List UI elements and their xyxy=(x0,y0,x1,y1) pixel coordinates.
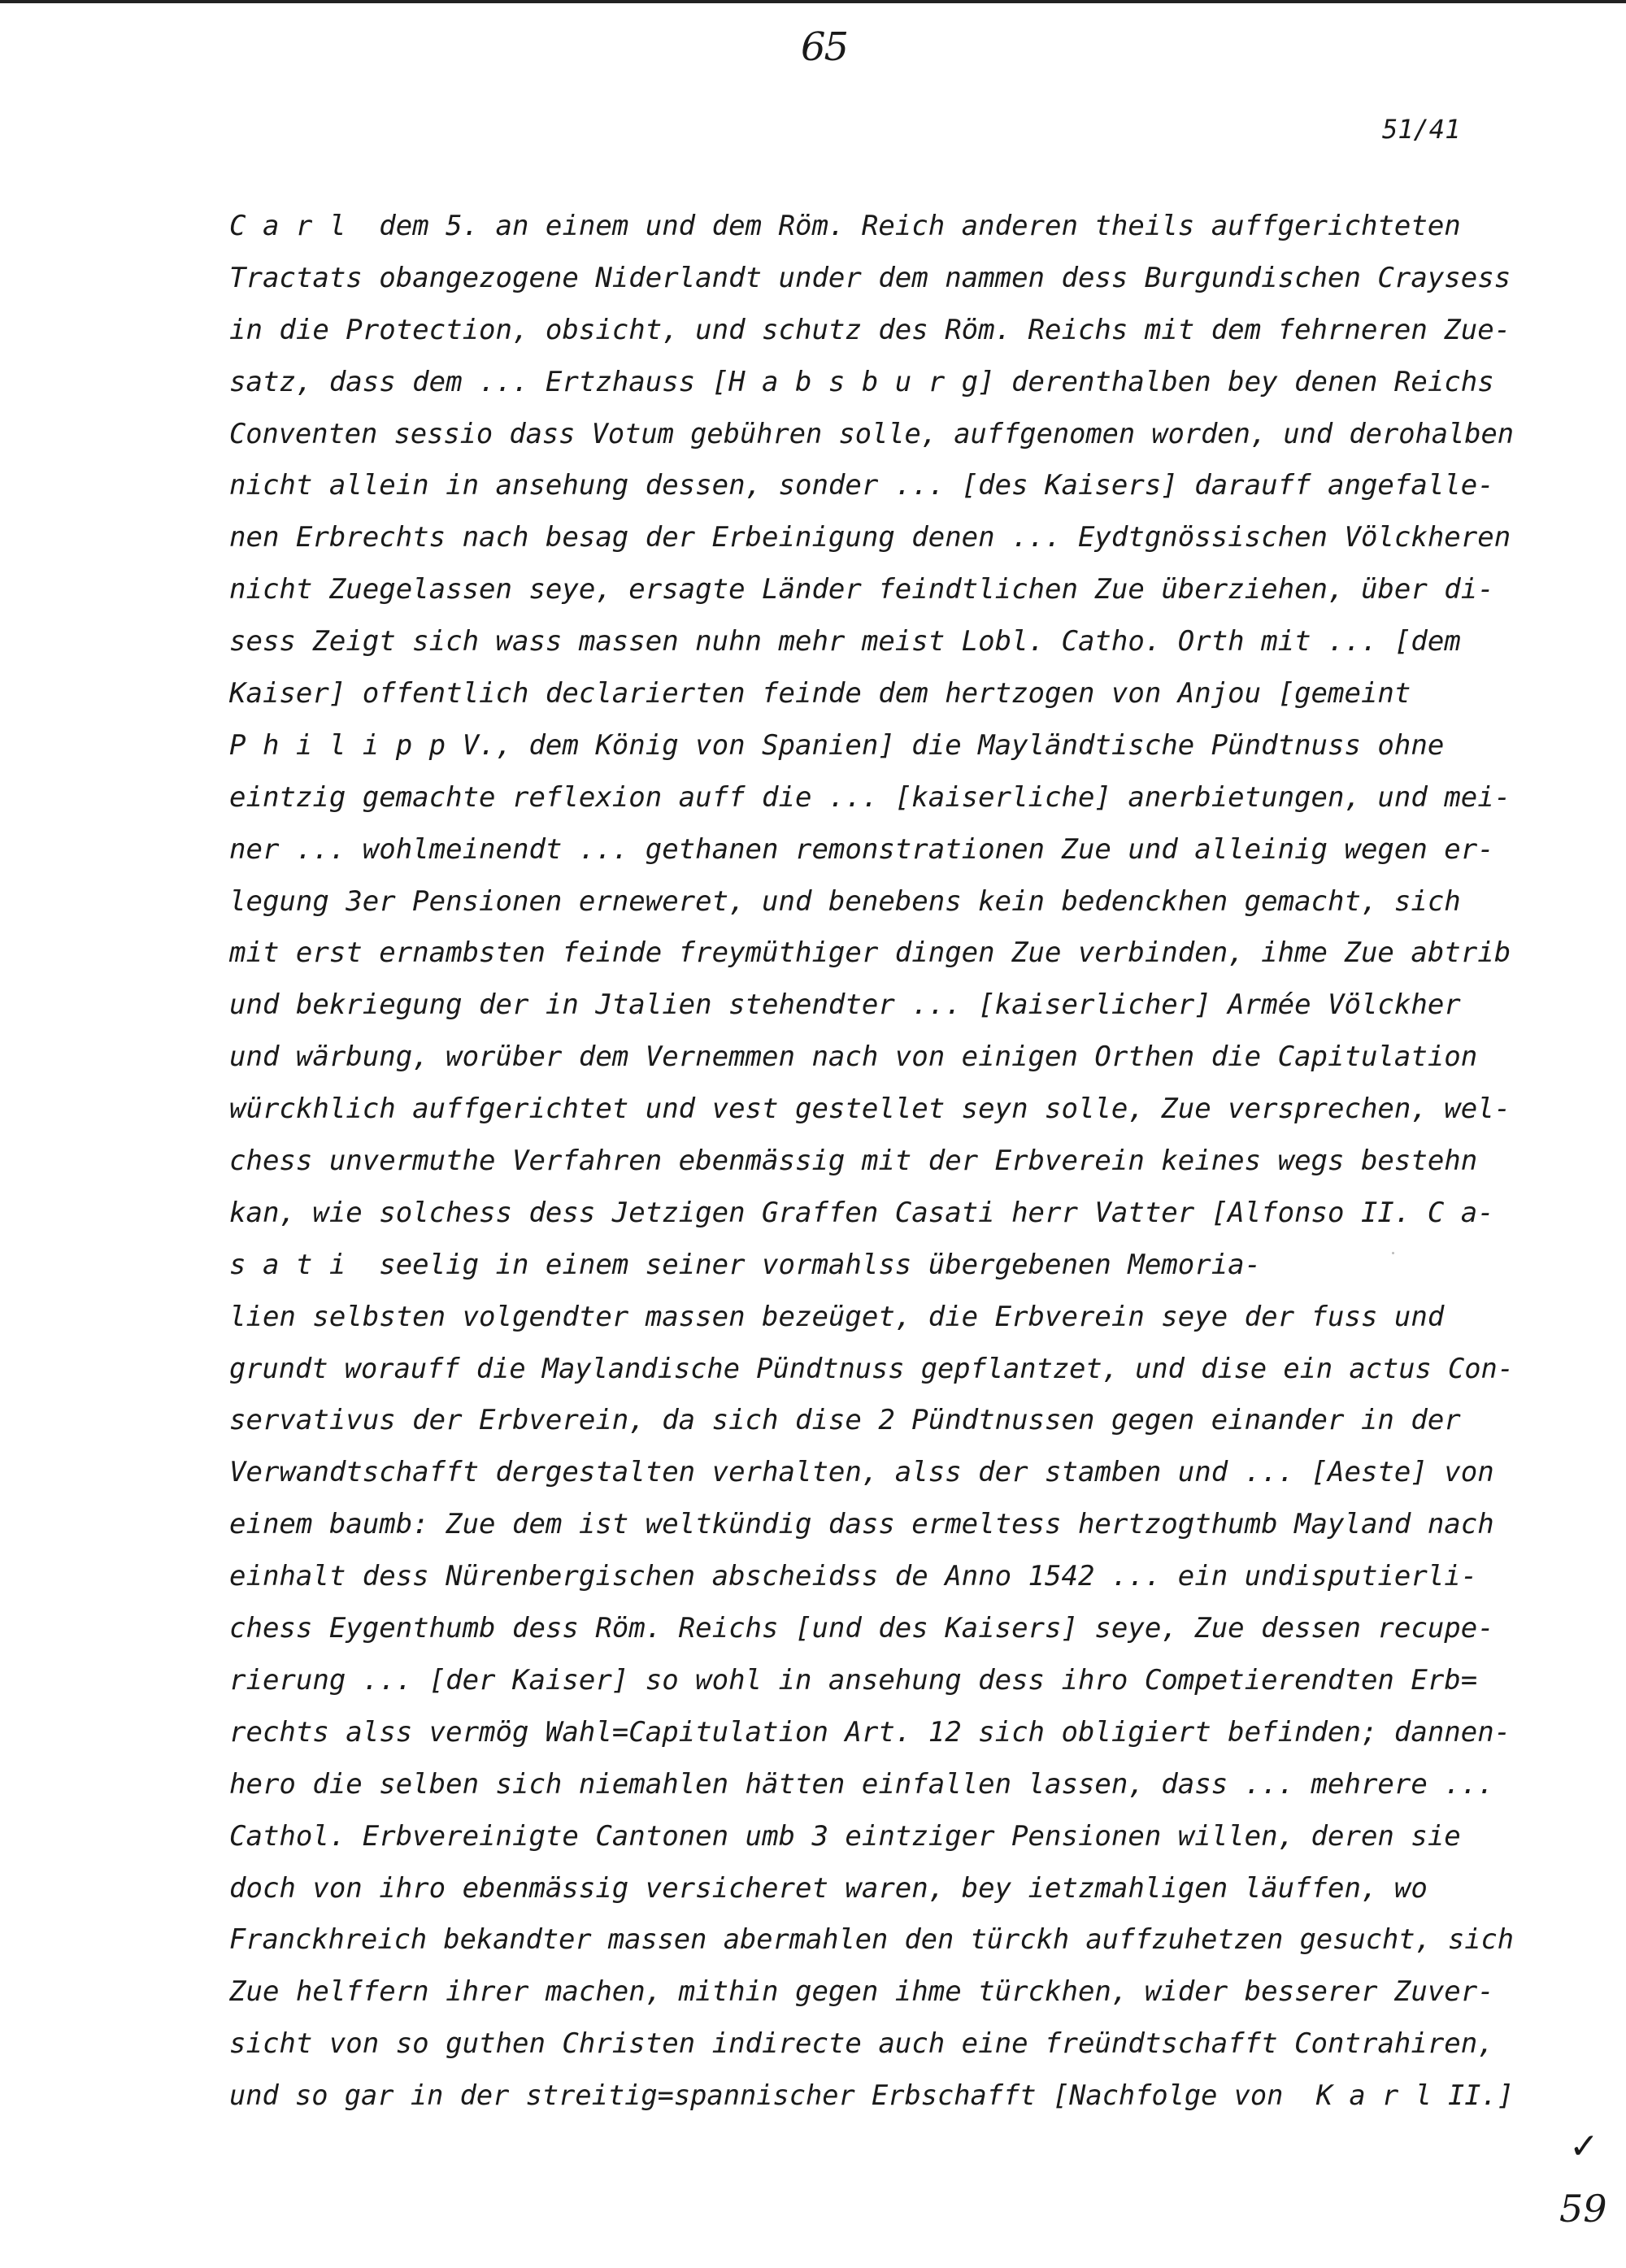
text-line: und so gar in der streitig=spannischer Erbschafft [Nachfolge von K a r l II.] xyxy=(229,2079,1514,2113)
top-border-line xyxy=(0,0,1626,3)
text-line: mit erst ernambsten feinde freymüthiger dingen Zue verbinden, ihme Zue abtrib xyxy=(229,936,1511,970)
handwritten-corner-number: 59 xyxy=(1559,2187,1607,2231)
text-line: Verwandtschafft dergestalten verhalten, alss der stamben und ... [Aeste] von xyxy=(229,1456,1494,1489)
text-line: doch von ihro ebenmässig versicheret waren, bey ietzmahligen läuffen, wo xyxy=(229,1871,1428,1905)
text-line: lien selbsten volgendter massen bezeüget, die Erbverein seye der fuss und xyxy=(229,1300,1445,1333)
text-line: sess Zeigt sich wass massen nuhn mehr meist Lobl. Catho. Orth mit ... [dem xyxy=(229,625,1461,658)
text-line: s a t i seelig in einem seiner vormahlss übergebenen Memoria- xyxy=(229,1248,1262,1281)
text-line: satz, dass dem ... Ertzhauss [H a b s b u r g] derenthalben bey denen Reichs xyxy=(229,365,1494,398)
handwritten-check-mark: ✓ xyxy=(1569,2126,1599,2167)
text-line: würckhlich auffgerichtet und vest gestellet seyn solle, Zue versprechen, wel- xyxy=(229,1093,1511,1126)
text-line: kan, wie solchess dess Jetzigen Graffen Casati herr Vatter [Alfonso II. C a- xyxy=(229,1196,1494,1229)
text-line: servativus der Erbverein, da sich dise 2 Pündtnussen gegen einander in der xyxy=(229,1404,1461,1437)
text-line: grundt worauff die Maylandische Pündtnuss gepflantzet, und dise ein actus Con- xyxy=(229,1352,1514,1385)
text-line: legung 3er Pensionen erneweret, und benebens kein bedenckhen gemacht, sich xyxy=(229,884,1461,918)
text-line: rierung ... [der Kaiser] so wohl in ansehung dess ihro Competierendten Erb= xyxy=(229,1663,1478,1697)
text-line: Tractats obangezogene Niderlandt under dem nammen dess Burgundischen Craysess xyxy=(229,261,1511,294)
text-line: nicht allein in ansehung dessen, sonder ... [des Kaisers] darauff angefalle- xyxy=(229,469,1494,502)
text-line: eintzig gemachte reflexion auff die ... [kaiserliche] anerbietungen, und mei- xyxy=(229,780,1511,814)
text-line: Zue helffern ihrer machen, mithin gegen ihme türckhen, wider besserer Zuver- xyxy=(229,1975,1494,2009)
text-line: in die Protection, obsicht, und schutz des Röm. Reichs mit dem fehrneren Zue- xyxy=(229,313,1511,346)
text-line: chess unvermuthe Verfahren ebenmässig mit der Erbverein keines wegs bestehn xyxy=(229,1145,1478,1178)
text-line: nicht Zuegelassen seye, ersagte Länder feindtlichen Zue überziehen, über di- xyxy=(229,573,1494,606)
text-line: nen Erbrechts nach besag der Erbeinigung denen ... Eydtgnössischen Völckheren xyxy=(229,521,1511,554)
text-line: C a r l dem 5. an einem und dem Röm. Reich anderen theils auffgerichteten xyxy=(229,210,1461,242)
text-line: und bekriegung der in Jtalien stehendter ... [kaiserlicher] Armée Völckher xyxy=(229,988,1461,1022)
text-line: rechts alss vermög Wahl=Capitulation Art. 12 sich obligiert befinden; dannen- xyxy=(229,1715,1511,1749)
text-line: hero die selben sich niemahlen hätten einfallen lassen, dass ... mehrere ... xyxy=(229,1767,1494,1801)
text-line: Kaiser] offentlich declarierten feinde dem hertzogen von Anjou [gemeint xyxy=(229,677,1411,710)
text-line: Cathol. Erbvereinigte Cantonen umb 3 eintziger Pensionen willen, deren sie xyxy=(229,1819,1461,1853)
text-line: Franckhreich bekandter massen abermahlen den türckh auffzuhetzen gesucht, sich xyxy=(229,1923,1514,1957)
text-line: einem baumb: Zue dem ist weltkündig dass ermeltess hertzogthumb Mayland nach xyxy=(229,1508,1494,1541)
scan-speck xyxy=(1392,1252,1394,1254)
handwritten-folio-number: 65 xyxy=(801,24,848,70)
page-number: 51/41 xyxy=(1382,114,1461,145)
text-line: chess Eygenthumb dess Röm. Reichs [und des Kaisers] seye, Zue dessen recupe- xyxy=(229,1612,1494,1645)
text-line: sicht von so guthen Christen indirecte auch eine freündtschafft Contrahiren, xyxy=(229,2027,1494,2061)
text-line: einhalt dess Nürenbergischen abscheidss de Anno 1542 ... ein undisputierli- xyxy=(229,1560,1478,1593)
body-text xyxy=(229,201,1514,2122)
text-line: und wärbung, worüber dem Vernemmen nach von einigen Orthen die Capitulation xyxy=(229,1041,1478,1074)
text-line: P h i l i p p V., dem König von Spanien] die Mayländtische Pündtnuss ohne xyxy=(229,728,1445,762)
text-line: ner ... wohlmeinendt ... gethanen remonstrationen Zue und alleinig wegen er- xyxy=(229,832,1494,866)
text-line: Conventen sessio dass Votum gebühren solle, auffgenomen worden, und derohalben xyxy=(229,417,1514,450)
